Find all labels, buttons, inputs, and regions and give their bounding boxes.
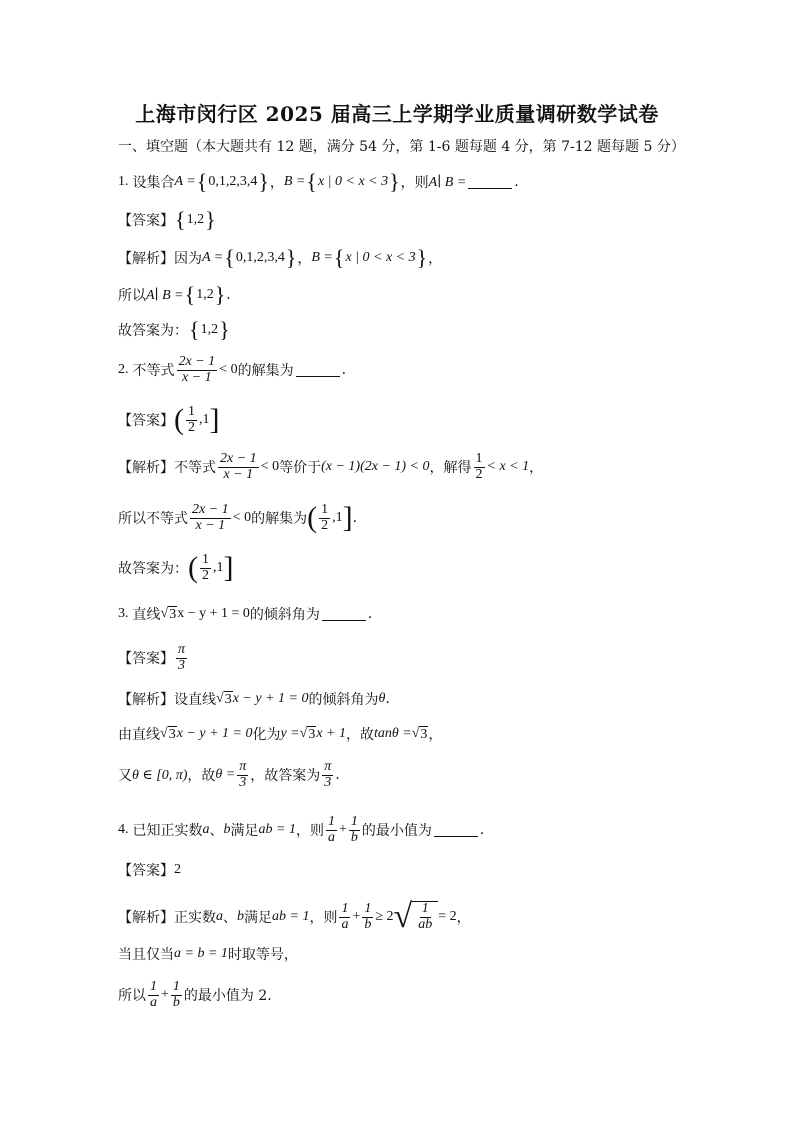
question-2: 2. 不等式 $\frac{2x - 1}{x - 1}$ < 0 的解集为 . [118, 354, 347, 385]
answer-label: 【答案】 [118, 213, 174, 229]
question-number: 2. [118, 362, 129, 378]
math-expression: A∣ B = [428, 174, 467, 190]
math-sqrt: √ 3 [160, 606, 177, 622]
math-set-b: B = [283, 174, 306, 189]
analysis-line: 故答案为： { 1,2 } [118, 317, 230, 342]
answer-value: $\frac{\pi}{3}$ [178, 642, 186, 673]
section-heading-text: 一、填空题（本大题共有 12 题，满分 54 分，第 1-6 题每题 4 分，第 7-12 题每题 5 分） [118, 139, 685, 155]
answer-value: 1,2 [186, 212, 205, 227]
analysis-line: 又 θ ∈ [0, π) ，故 θ = $\frac{\pi}{3}$ ，故答案为 $\frac{\pi}{3}$ . [118, 759, 340, 790]
answer-label: 【答案】 [118, 863, 174, 879]
analysis-line: 所以 $\frac{1}{a}$ + $\frac{1}{b}$ 的最小值为 2. [118, 979, 272, 1010]
section-heading [118, 136, 754, 156]
math-sqrt: √ $\frac{1}{ab}$ [394, 900, 439, 934]
math-set-b-items: x | 0 < x < 3 [317, 174, 389, 189]
question-1: 1. 设集合 A = { 0,1,2,3,4 } ， B = { x | 0 < x < 3 } ，则 A∣ B = . [118, 169, 519, 194]
analysis-line: 所以不等式 $\frac{2x - 1}{x - 1}$ < 0 的解集为 ( $\frac{1}{2}$ ,1 ] . [118, 501, 358, 535]
analysis-label: 【解析】 [118, 251, 174, 267]
analysis-line: 故答案为： ( $\frac{1}{2}$ ,1 ] [118, 551, 234, 585]
question-text: 设集合 [132, 175, 175, 191]
answer-line [118, 860, 754, 880]
analysis-label: 【解析】 [118, 910, 174, 926]
math-set-a-items: 0,1,2,3,4 [208, 174, 258, 189]
answer-line: 【答案】 { 1,2 } [118, 207, 216, 232]
question-number: 1. [118, 174, 129, 189]
question-4: 4. 已知正实数 a 、 b 满足 ab = 1 ，则 $\frac{1}{a}$ + $\frac{1}{b}$ 的最小值为 . [118, 814, 485, 845]
math-fraction: $\frac{2x - 1}{x - 1}$ [178, 354, 216, 385]
answer-line: 【答案】 ( $\frac{1}{2}$ ,1 ] [118, 403, 220, 437]
answer-label: 【答案】 [118, 651, 174, 668]
answer-label: 【答案】 [118, 413, 174, 430]
analysis-label: 【解析】 [118, 692, 174, 708]
analysis-line: 所以 A∣ B = { 1,2 } . [118, 282, 231, 307]
answer-value: 2 [174, 862, 181, 877]
answer-blank [296, 364, 340, 377]
answer-blank [322, 608, 366, 621]
question-3: 3. 直线 √ 3 x − y + 1 = 0 的倾斜角为 . [118, 606, 373, 623]
analysis-line: 【解析】 不等式 $\frac{2x - 1}{x - 1}$ < 0 等价于 (x − 1)(2x − 1) < 0 ，解得 $\frac{1}{2}$ < x < 1 ， [118, 451, 544, 482]
question-number: 4. [118, 822, 129, 838]
analysis-label: 【解析】 [118, 460, 174, 477]
answer-value: $\frac{1}{2}$ [188, 404, 195, 435]
answer-blank [468, 176, 512, 189]
analysis-line: 【解析】 因为 A = { 0,1,2,3,4 } ， B = { x | 0 < x < 3 } ， [118, 245, 443, 270]
analysis-line: 【解析】 正实数 a 、 b 满足 ab = 1 ，则 $\frac{1}{a}$ + $\frac{1}{b}$ ≥ 2 √ $\frac{1}{ab}$ = 2 ， [118, 898, 471, 935]
analysis-line: 【解析】 设直线 √ 3 x − y + 1 = 0 的倾斜角为 θ . [118, 691, 390, 708]
math-set-a: A = [174, 174, 196, 189]
page-title: 上海市闵行区 2025 届高三上学期学业质量调研数学试卷 [135, 102, 659, 126]
question-number: 3. [118, 606, 129, 621]
analysis-line: 当且仅当 a = b = 1 时取等号， [118, 946, 298, 963]
answer-blank [434, 824, 478, 837]
analysis-line: 由直线 √ 3 x − y + 1 = 0 化为 y = √ 3 x + 1 ，故 tanθ = √ 3 ， [118, 726, 443, 743]
answer-line [118, 643, 754, 673]
